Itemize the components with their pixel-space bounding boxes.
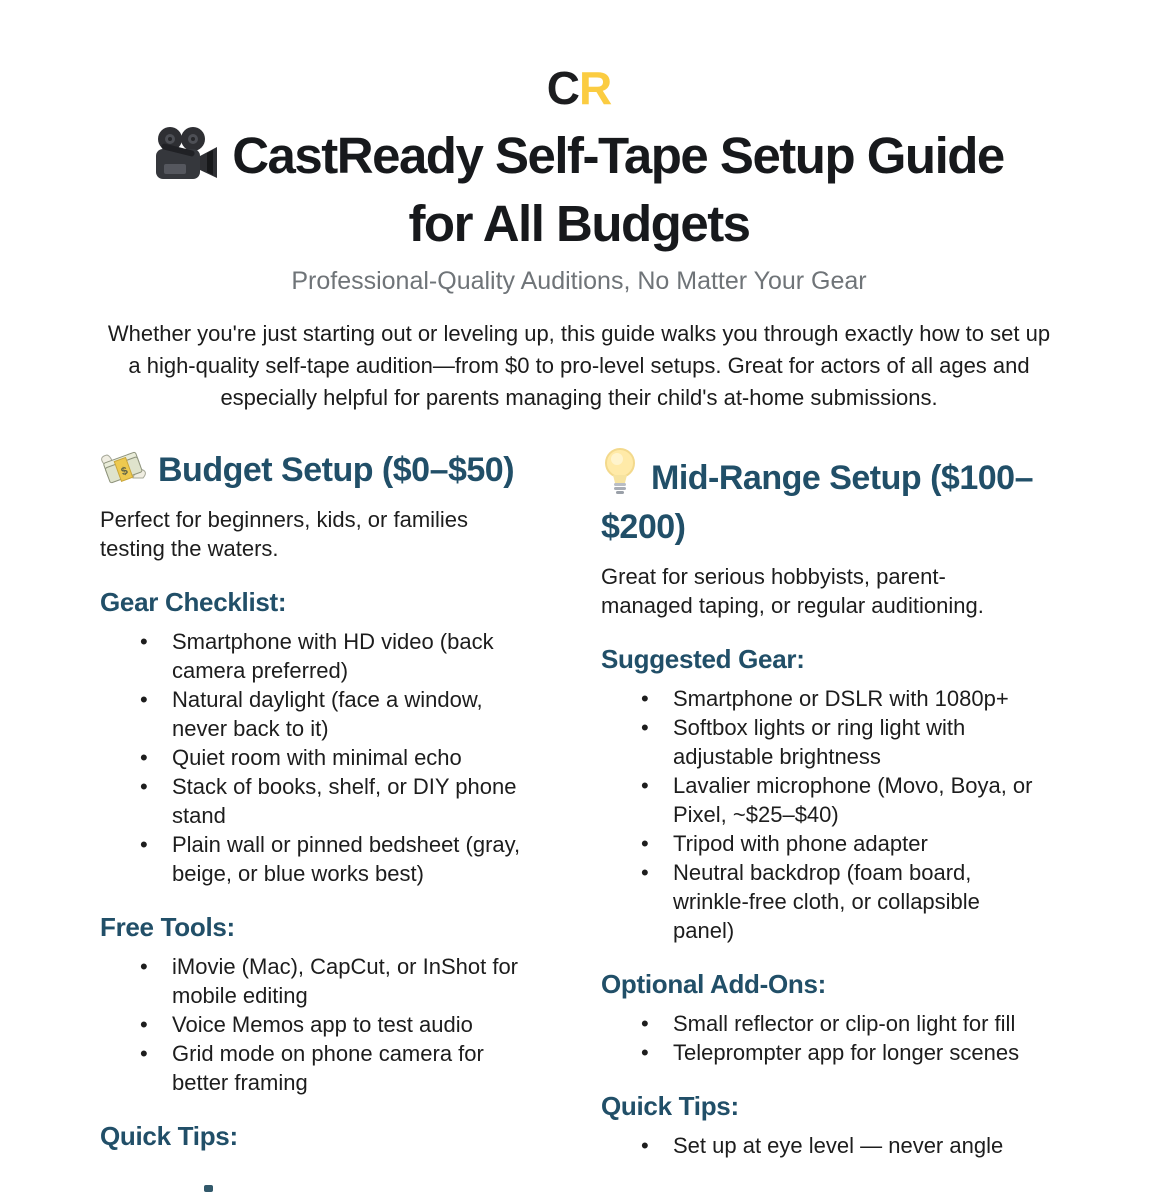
section-heading: Optional Add-Ons: [601,969,827,999]
svg-text:$: $ [119,465,130,479]
light-bulb-icon [601,446,639,496]
list-item: • Tripod with phone adapter [673,829,1033,858]
bullet-list [601,684,1058,945]
list-item: • iMovie (Mac), CapCut, or InShot for mobile editing [172,952,532,1010]
list-item: • Quiet room with minimal echo [172,743,532,772]
page-title-line-2: for All Budgets [408,195,750,252]
two-column-layout [100,446,1058,1160]
bullet-list [100,627,557,888]
list-item: • Voice Memos app to test audio [172,1010,532,1039]
page-title-line-1 [100,122,1058,190]
list-item: • Small reflector or clip-on light for fill [673,1009,1033,1038]
budget-setup-description: Perfect for beginners, kids, or families testing the waters. [100,507,469,561]
page-title-text-1: CastReady Self-Tape Setup Guide [232,127,1004,184]
midrange-setup-sections [601,642,1058,1160]
page-title [100,122,1058,258]
clipped-emoji-fragment [204,1185,213,1192]
section-heading: Quick Tips: [601,1091,739,1121]
midrange-setup-description: Great for serious hobbyists, parent-managed taping, or regular auditioning. [601,564,984,618]
list-item: • Plain wall or pinned bedsheet (gray, beige, or blue works best) [172,830,532,888]
midrange-setup-heading [601,446,1058,552]
section-heading: Free Tools: [100,912,235,942]
list-item: • Natural daylight (face a window, never back to it) [172,685,532,743]
list-item: • Smartphone or DSLR with 1080p+ [673,684,1033,713]
list-item: • Grid mode on phone camera for better framing [172,1039,532,1097]
midrange-setup-column [601,446,1058,1160]
intro-paragraph: Whether you're just starting out or leveling up, this guide walks you through exactly how to set up a high-quality self-tape audition—from $0 to pro-level setups. Great for actors of all ages and especially helpful for parents managing their child's at-home submissions. [107,321,1051,410]
list-item: • Stack of books, shelf, or DIY phone stand [172,772,532,830]
bullet-list [100,952,557,1097]
brand-logo [100,64,1058,112]
logo-letter-r: R [579,62,612,114]
list-item: • Lavalier microphone (Movo, Boya, or Pixel, ~$25–$40) [673,771,1033,829]
money-with-wings-icon [100,448,146,488]
budget-setup-heading-text: Budget Setup ($0–$50) [158,451,515,489]
budget-setup-heading [100,446,557,495]
bullet-list [601,1131,1058,1160]
movie-camera-icon [154,126,220,182]
page-subtitle: Professional-Quality Auditions, No Matter Your Gear [291,267,867,295]
section-heading: Gear Checklist: [100,587,287,617]
list-item: • Neutral backdrop (foam board, wrinkle-free cloth, or collapsible panel) [673,858,1033,945]
logo-letter-c: C [546,62,579,114]
list-item: • Smartphone with HD video (back camera preferred) [172,627,532,685]
list-item: • Softbox lights or ring light with adjustable brightness [673,713,1033,771]
list-item: • Teleprompter app for longer scenes [673,1038,1033,1067]
bullet-list [601,1009,1058,1067]
section-heading: Suggested Gear: [601,644,805,674]
budget-setup-column [100,446,557,1160]
midrange-setup-heading-text: Mid-Range Setup ($100–$200) [601,459,1033,546]
section-heading: Quick Tips: [100,1121,238,1151]
list-item: • Set up at eye level — never angle [673,1131,1033,1160]
budget-setup-sections [100,585,557,1153]
